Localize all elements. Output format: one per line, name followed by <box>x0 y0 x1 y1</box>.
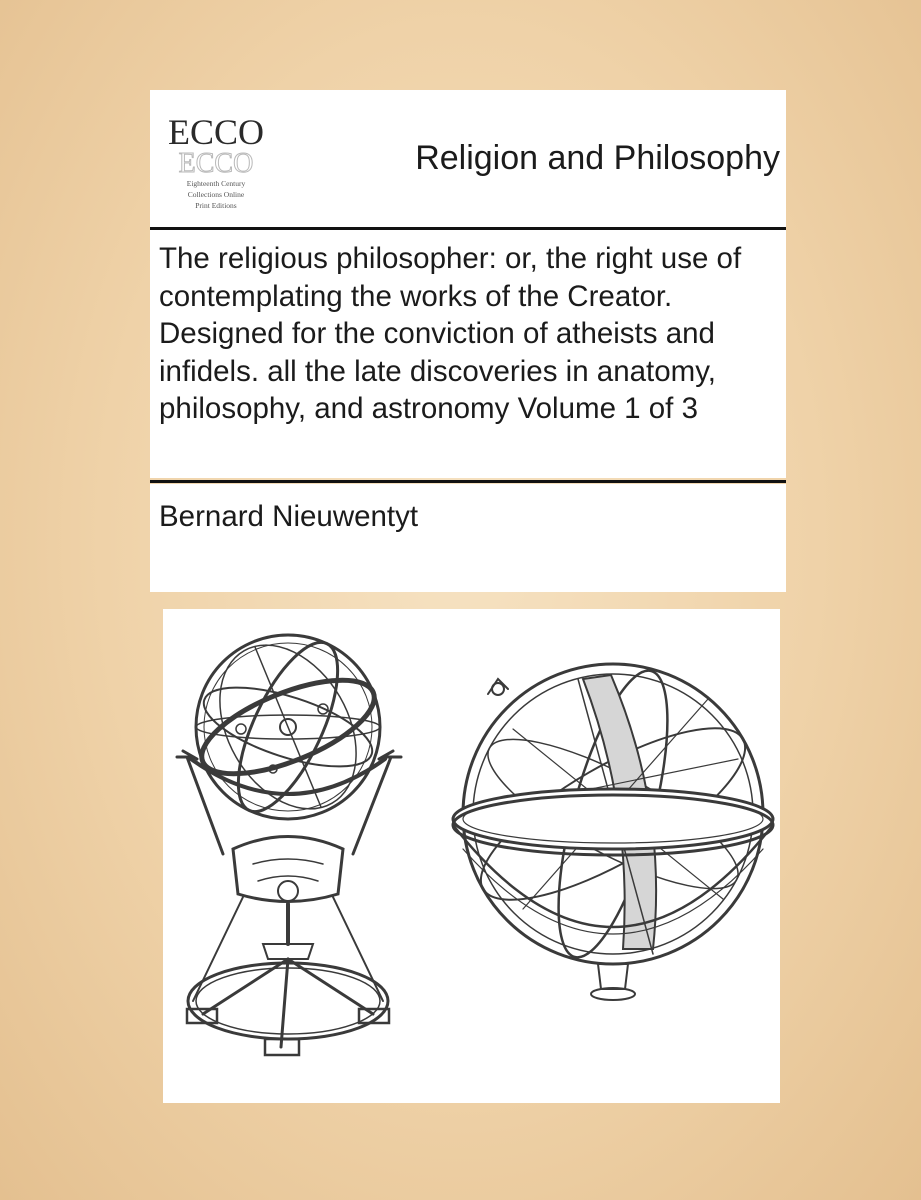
book-title: The religious philosopher: or, the right use of contemplating the works of the Creator. Designed for the conviction of atheists and infidels. all the late discoveries in anatomy, philosophy, and astronomy Volume 1 of 3 <box>159 242 742 425</box>
logo-line-3: Print Editions <box>195 201 237 210</box>
author-panel <box>150 484 786 592</box>
right-armillary-sphere <box>453 661 773 1000</box>
book-author: Bernard Nieuwentyt <box>159 500 419 533</box>
armillary-spheres-illustration <box>163 609 780 1103</box>
title-panel <box>150 230 786 478</box>
series-header <box>150 90 786 227</box>
logo-line-2: Collections Online <box>187 190 245 199</box>
logo-wordmark-outline: ECCO <box>178 148 254 179</box>
ecco-logo <box>168 104 264 214</box>
divider-bottom <box>150 480 786 483</box>
logo-line-1: Eighteenth Century <box>186 179 246 188</box>
left-armillary-sphere <box>177 621 401 1055</box>
logo-wordmark: ECCO <box>168 112 264 152</box>
series-name: Religion and Philosophy <box>415 139 780 177</box>
